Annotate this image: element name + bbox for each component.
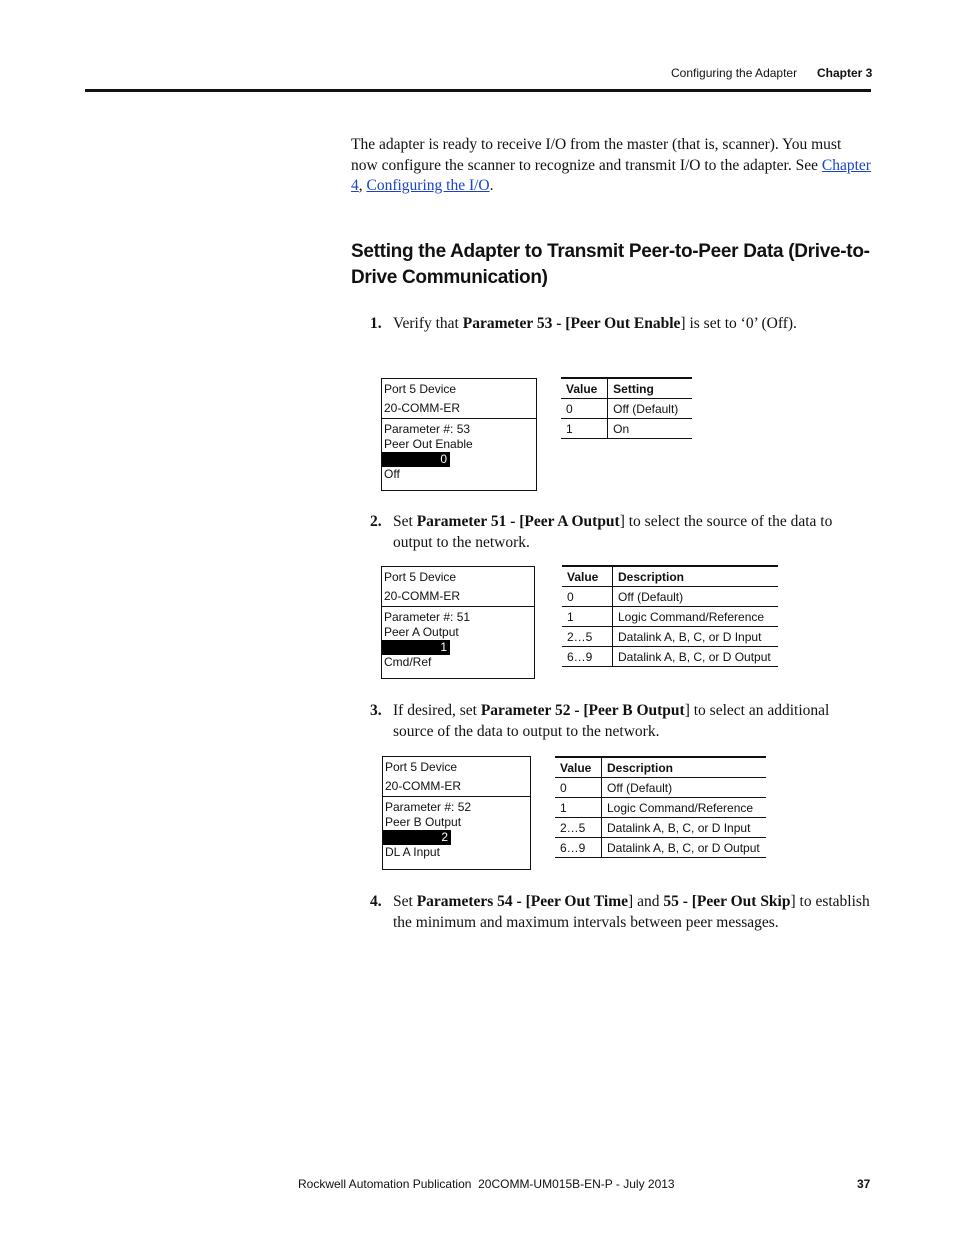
display-parameter-number: Parameter #: 52 [385,800,472,814]
column-header: Description [613,566,779,587]
table-cell: Off (Default) [602,778,767,798]
display-parameter-name: Peer A Output [384,625,459,639]
step-number: 3. [370,702,382,719]
section-heading: Setting the Adapter to Transmit Peer-to-Peer Data (Drive-to-Drive Communication) [351,241,870,288]
running-header-chapter: Chapter 3 [817,66,873,80]
table-cell: On [608,419,692,439]
parameter-name: Parameter 51 - [Peer A Output [416,513,620,530]
keypad-display-param-53 [381,378,537,491]
display-value-bar: 0 [382,452,450,467]
step-text: ] to select an additional source of the data to output to the network. [393,702,830,740]
step-text: ] and [628,893,664,910]
display-value-bar: 1 [382,640,450,655]
parameter-name: Parameter 52 - [Peer B Output [480,702,685,719]
table-row [555,838,766,858]
display-device-line: 20-COMM-ER [384,589,461,603]
step-text: If desired, set [393,702,481,719]
display-device-line: 20-COMM-ER [385,779,462,793]
header-rule [85,89,871,92]
table-cell: Datalink A, B, C, or D Output [602,838,767,858]
table-cell: Logic Command/Reference [613,607,779,627]
table-row [562,647,778,667]
step-text: Set [393,893,417,910]
display-device-line: 20-COMM-ER [384,401,461,415]
page-number: 37 [857,1177,871,1191]
step-1 [370,313,870,334]
table-cell: Off (Default) [613,587,779,607]
display-parameter-number: Parameter #: 53 [384,422,471,436]
table-cell: 1 [562,607,613,627]
table-cell: 2…5 [562,627,613,647]
display-setting: Off [384,467,400,481]
table-cell: Datalink A, B, C, or D Output [613,647,779,667]
table-cell: Datalink A, B, C, or D Input [613,627,779,647]
display-setting: DL A Input [385,845,440,859]
display-parameter-name: Peer Out Enable [384,437,473,451]
step-3 [370,700,870,742]
table-row [562,587,778,607]
values-table-param-52 [555,756,766,858]
display-port-line: Port 5 Device [384,382,457,396]
step-text: ] is set to ‘0’ (Off). [680,315,797,332]
column-header: Setting [608,378,692,399]
table-cell: Off (Default) [608,399,692,419]
step-number: 4. [370,893,382,910]
step-2 [370,511,870,553]
display-setting: Cmd/Ref [384,655,432,669]
column-header: Value [561,378,608,399]
table-cell: Logic Command/Reference [602,798,767,818]
step-text: Set [393,513,417,530]
table-row [555,798,766,818]
table-row [555,818,766,838]
table-cell: Datalink A, B, C, or D Input [602,818,767,838]
intro-separator: , [358,177,367,194]
display-parameter-name: Peer B Output [385,815,462,829]
display-port-line: Port 5 Device [384,570,457,584]
table-cell: 6…9 [555,838,602,858]
display-value-bar: 2 [383,830,451,845]
table-cell: 0 [562,587,613,607]
table-row [561,399,692,419]
keypad-display-param-51 [381,566,535,679]
table-cell: 2…5 [555,818,602,838]
table-row [555,778,766,798]
keypad-display-param-52 [382,756,531,870]
table-row [561,419,692,439]
parameter-name: 55 - [Peer Out Skip [663,893,791,910]
intro-text: The adapter is ready to receive I/O from the master (that is, scanner). You must now configure the scanner to recognize and transmit I/O to the adapter. See [351,136,842,174]
footer-publication: Rockwell Automation Publication 20COMM-UM015B-EN-P - July 2013 [298,1177,675,1191]
table-row [562,627,778,647]
step-number: 2. [370,513,382,530]
column-header: Value [555,757,602,778]
values-table-param-53 [561,377,692,439]
table-row [562,607,778,627]
table-cell: 0 [555,778,602,798]
table-cell: 1 [555,798,602,818]
parameter-name: Parameter 53 - [Peer Out Enable [462,315,681,332]
column-header: Description [602,757,767,778]
step-text: ] to select the source of the data to output to the network. [393,513,833,551]
column-header: Value [562,566,613,587]
step-4 [370,891,870,933]
step-number: 1. [370,315,382,332]
table-cell: 6…9 [562,647,613,667]
values-table-param-51 [562,565,778,667]
display-port-line: Port 5 Device [385,760,458,774]
table-cell: 0 [561,399,608,419]
step-text: Verify that [393,315,463,332]
table-cell: 1 [561,419,608,439]
intro-paragraph [351,135,871,197]
intro-end: . [489,177,494,194]
step-text: ] to establish the minimum and maximum intervals between peer messages. [393,893,870,931]
chapter-4-link[interactable]: Chapter 4 [351,156,871,194]
configuring-io-link[interactable]: Configuring the I/O [366,177,490,194]
parameter-name: Parameters 54 - [Peer Out Time [416,893,629,910]
display-parameter-number: Parameter #: 51 [384,610,471,624]
running-header-section: Configuring the Adapter [671,66,798,80]
